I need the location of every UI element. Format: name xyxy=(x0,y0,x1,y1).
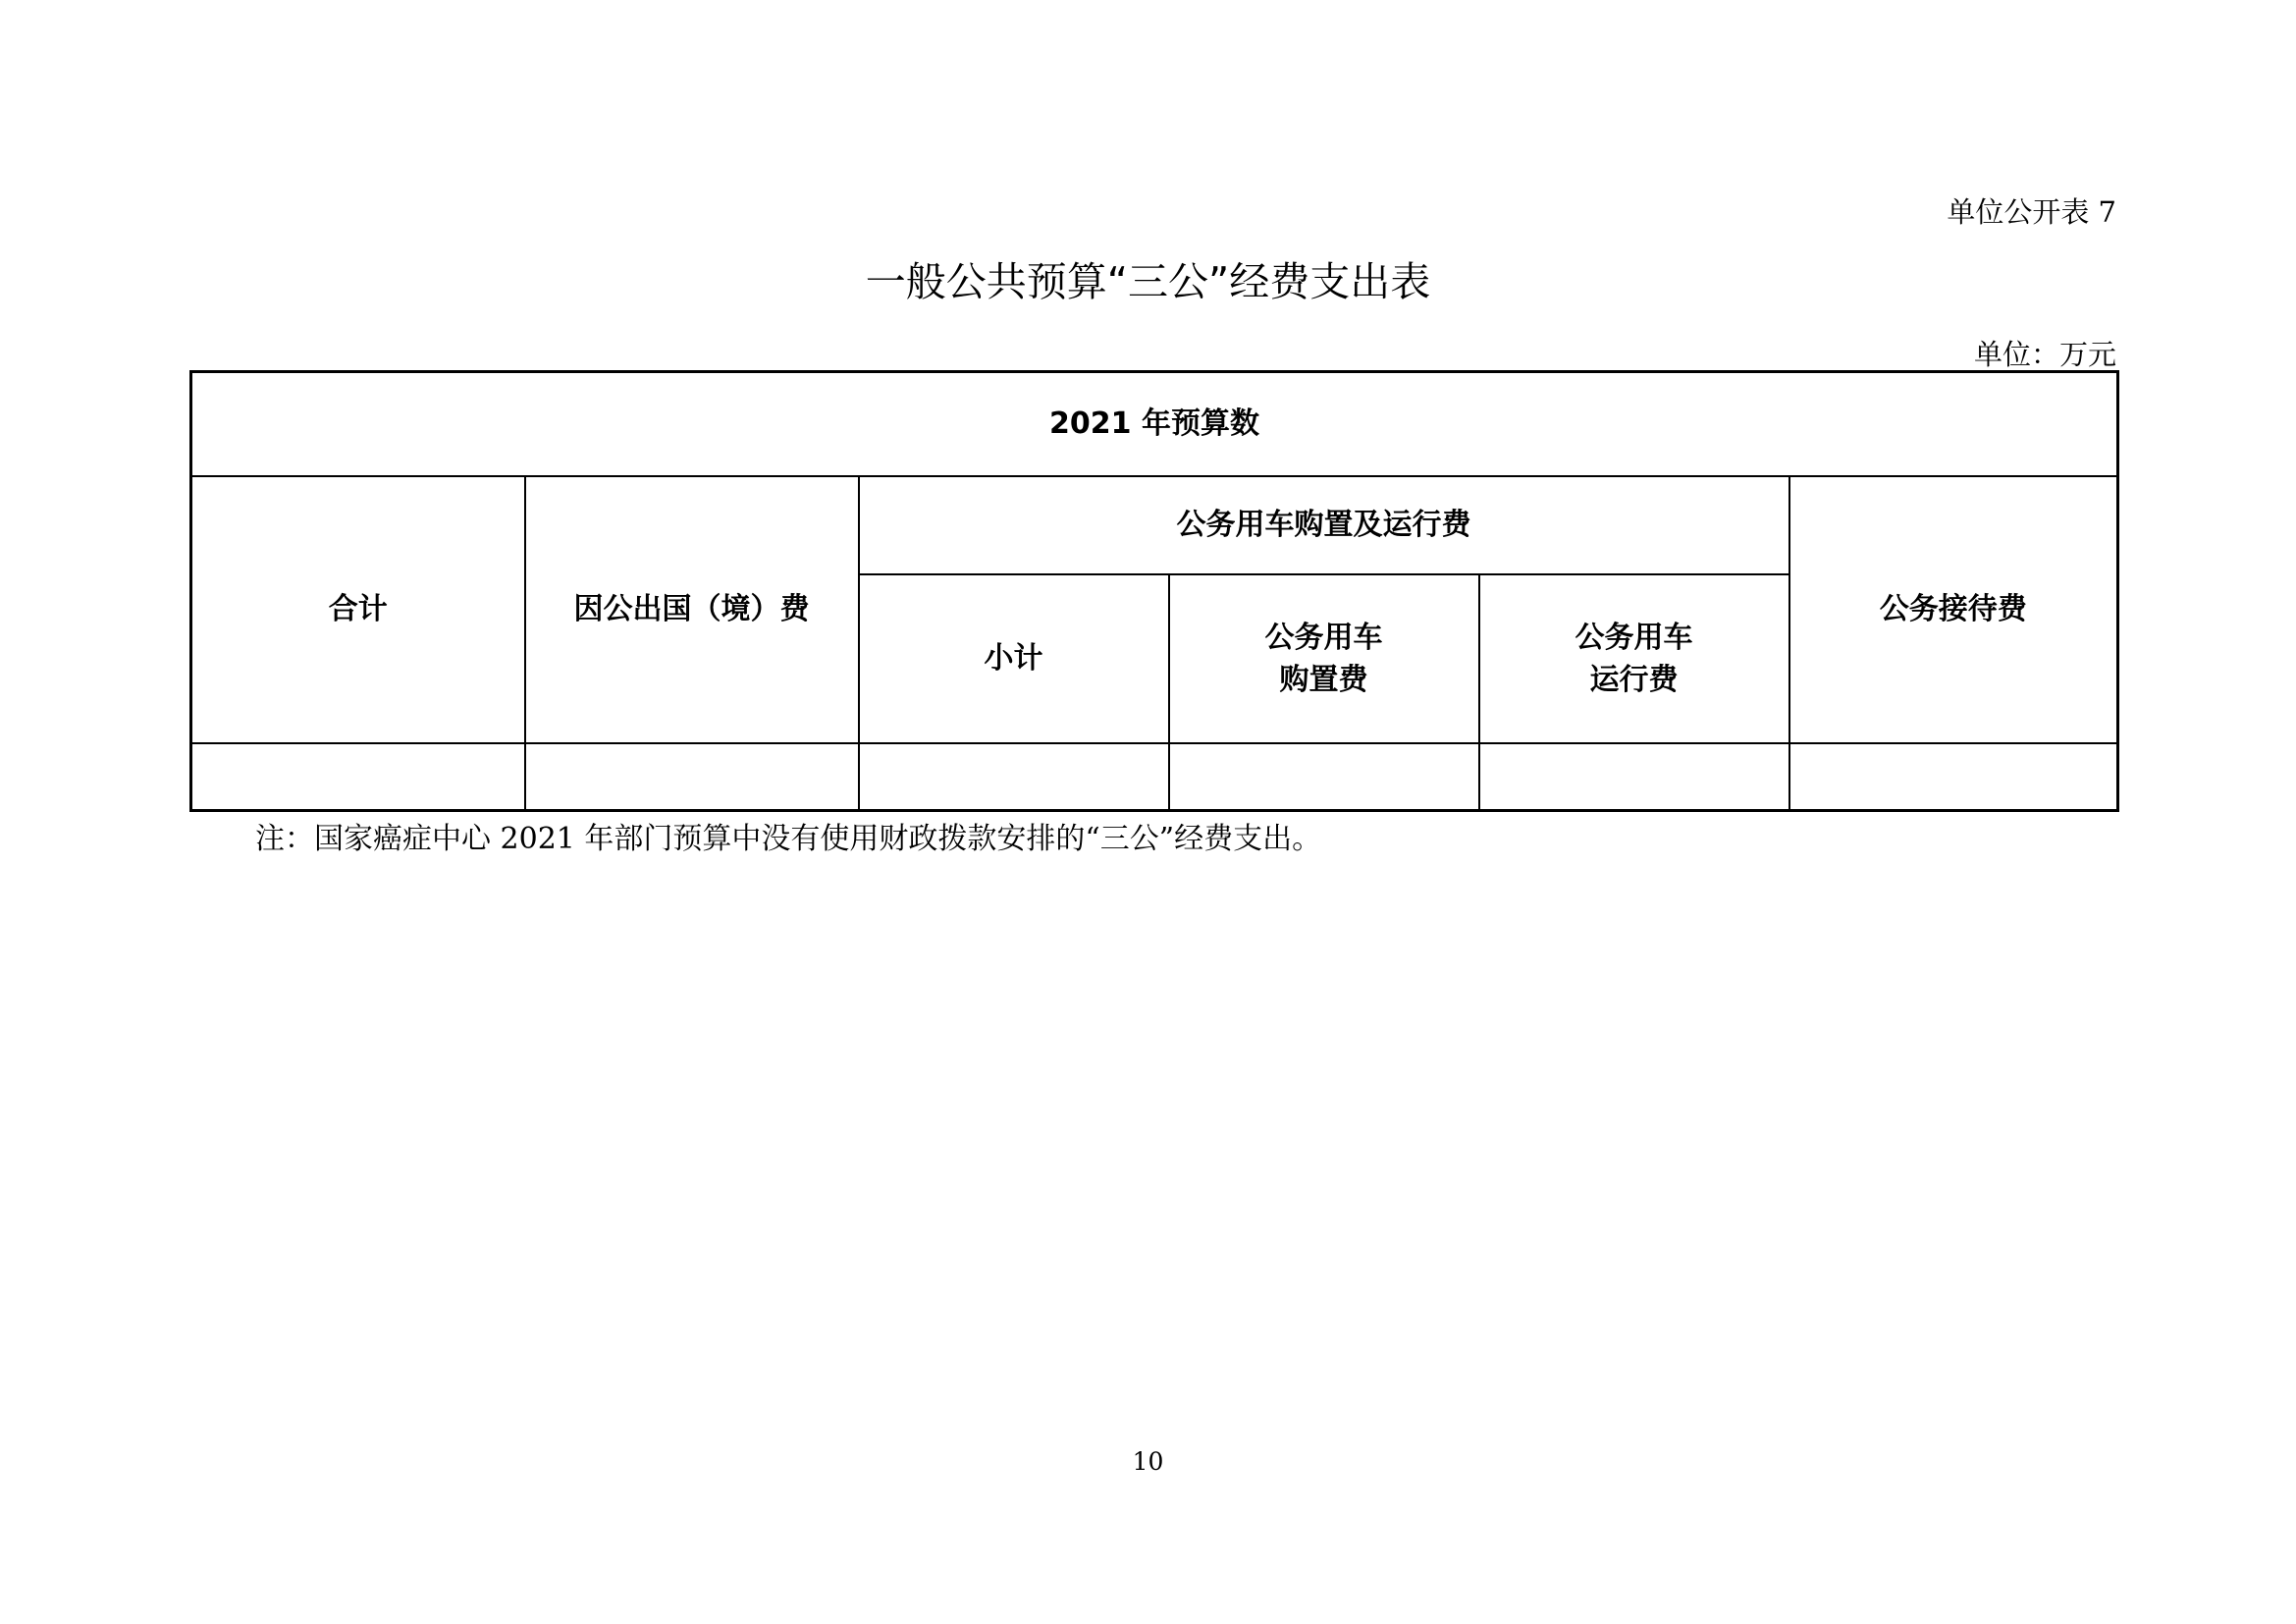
vehicle-operation-line1: 公务用车 xyxy=(1575,620,1693,655)
cell-vehicle-operation xyxy=(1479,743,1789,811)
unit-label: 单位：万元 xyxy=(1973,338,2116,371)
column-header-vehicle-group: 公务用车购置及运行费 xyxy=(859,476,1789,574)
column-header-overseas: 因公出国（境）费 xyxy=(525,476,859,743)
table-note: 注：国家癌症中心 2021 年部门预算中没有使用财政拨款安排的“三公”经费支出。 xyxy=(255,822,1322,856)
column-header-vehicle-operation xyxy=(1479,574,1789,743)
cell-vehicle-purchase xyxy=(1169,743,1479,811)
page-number: 10 xyxy=(1132,1447,1164,1476)
table-header-row-year xyxy=(191,372,2118,477)
column-header-reception: 公务接待费 xyxy=(1789,476,2118,743)
cell-reception xyxy=(1789,743,2118,811)
table-row xyxy=(191,743,2118,811)
column-header-total: 合计 xyxy=(191,476,525,743)
cell-subtotal xyxy=(859,743,1169,811)
column-header-subtotal: 小计 xyxy=(859,574,1169,743)
vehicle-operation-line2: 运行费 xyxy=(1589,663,1679,697)
column-header-vehicle-purchase xyxy=(1169,574,1479,743)
vehicle-purchase-line1: 公务用车 xyxy=(1264,620,1383,655)
table-header-row-1 xyxy=(191,476,2118,574)
budget-table xyxy=(189,370,2119,812)
form-number: 单位公开表 7 xyxy=(1947,195,2116,229)
year-header: 2021 年预算数 xyxy=(191,372,2118,477)
vehicle-purchase-line2: 购置费 xyxy=(1279,663,1368,697)
cell-total xyxy=(191,743,525,811)
page-title: 一般公共预算“三公”经费支出表 xyxy=(865,258,1431,305)
cell-overseas xyxy=(525,743,859,811)
